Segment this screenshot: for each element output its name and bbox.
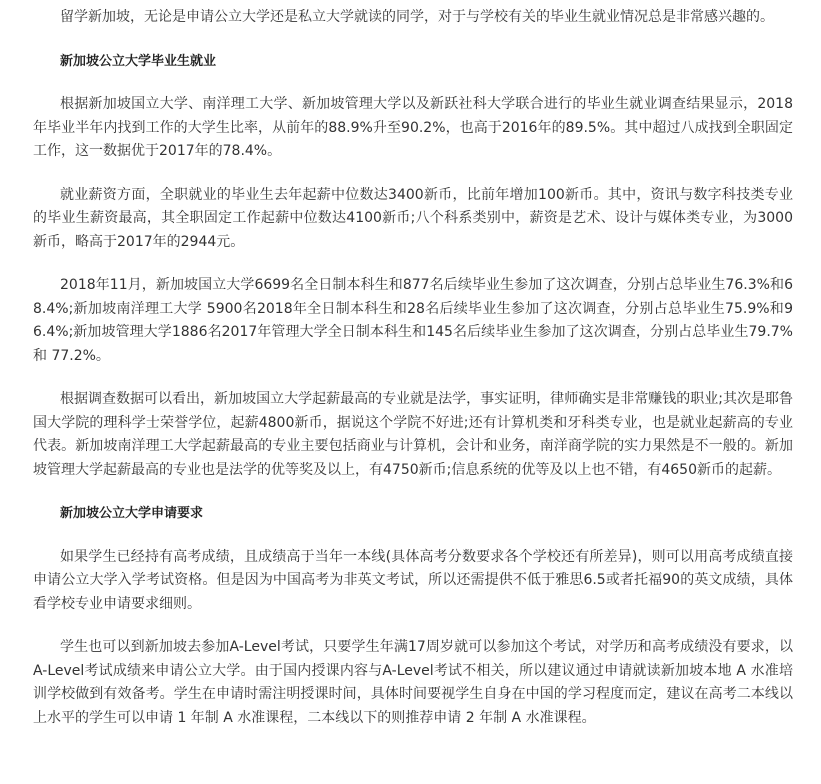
employment-rate-paragraph: 根据新加坡国立大学、南洋理工大学、新加坡管理大学以及新跃社科大学联合进行的毕业生就业调查结果显示，2018年毕业半年内找到工作的大学生比率，从前年的88.9%升至90.2%，也高于2016年的89.5%。其中超过八成找到全职固定工作，这一数据优于2017年的78.4%。 [33, 96, 793, 159]
section-heading-employment: 新加坡公立大学毕业生就业 [60, 53, 217, 69]
salary-paragraph: 就业薪资方面，全职就业的毕业生去年起薪中位数达3400新币，比前年增加100新币。其中，资讯与数字科技类专业的毕业生薪资最高，其全职固定工作起薪中位数达4100新币;八个科系类别中，薪资是艺术、设计与媒体类专业，为3000新币，略高于2017年的2944元。 [33, 186, 793, 250]
intro-paragraph: 留学新加坡，无论是申请公立大学还是私立大学就读的同学，对于与学校有关的毕业生就业情况总是非常感兴趣的。 [60, 9, 774, 25]
section-heading-requirements: 新加坡公立大学申请要求 [60, 506, 204, 521]
gaokao-requirements-paragraph: 如果学生已经持有高考成绩，且成绩高于当年一本线(具体高考分数要求各个学校还有所差异)，则可以用高考成绩直接申请公立大学入学考试资格。但是因为中国高考为非英文考试，所以还需提供不低于雅思6.5或者托福90的英文成绩，具体看学校专业申请要求细则。 [33, 548, 793, 612]
survey-participation-paragraph: 2018年11月，新加坡国立大学6699名全日制本科生和877名后续毕业生参加了这次调查，分别占总毕业生76.3%和68.4%;新加坡南洋理工大学 5900名2018年全日制本科生和28名后续毕业生参加了这次调查，分别占总毕业生75.9%和96.4%;新加坡管理大学1886名2017年管理大学全日制本科生和145名后续毕业生参加了这次调查，分别占总毕业生79.7%和 77.2%。 [33, 277, 793, 364]
a-level-paragraph: 学生也可以到新加坡去参加A-Level考试，只要学生年满17周岁就可以参加这个考试，对学历和高考成绩没有要求，以A-Level考试成绩来申请公立大学。由于国内授课内容与A-Level考试不相关，所以建议通过申请就读新加坡本地 A 水准培训学校做到有效备考。学生在申请时需注明授课时间，具体时间要视学生自身在中国的学习程度而定，建议在高考二本线以上水平的学生可以申请 1 年制 A 水准课程，二本线以下的则推荐申请 2 年制 A 水准课程。 [33, 639, 793, 726]
top-majors-paragraph: 根据调查数据可以看出，新加坡国立大学起薪最高的专业就是法学，事实证明，律师确实是非常赚钱的职业;其次是耶鲁国大学院的理科学士荣誉学位，起薪4800新币，据说这个学院不好进;还有计算机类和牙科类专业，也是就业起薪高的专业代表。新加坡南洋理工大学起薪最高的专业主要包括商业与计算机，会计和业务，南洋商学院的实力果然是不一般的。新加坡管理大学起薪最高的专业也是法学的优等奖及以上，有4750新币;信息系统的优等及以上也不错，有4650新币的起薪。 [33, 391, 793, 478]
